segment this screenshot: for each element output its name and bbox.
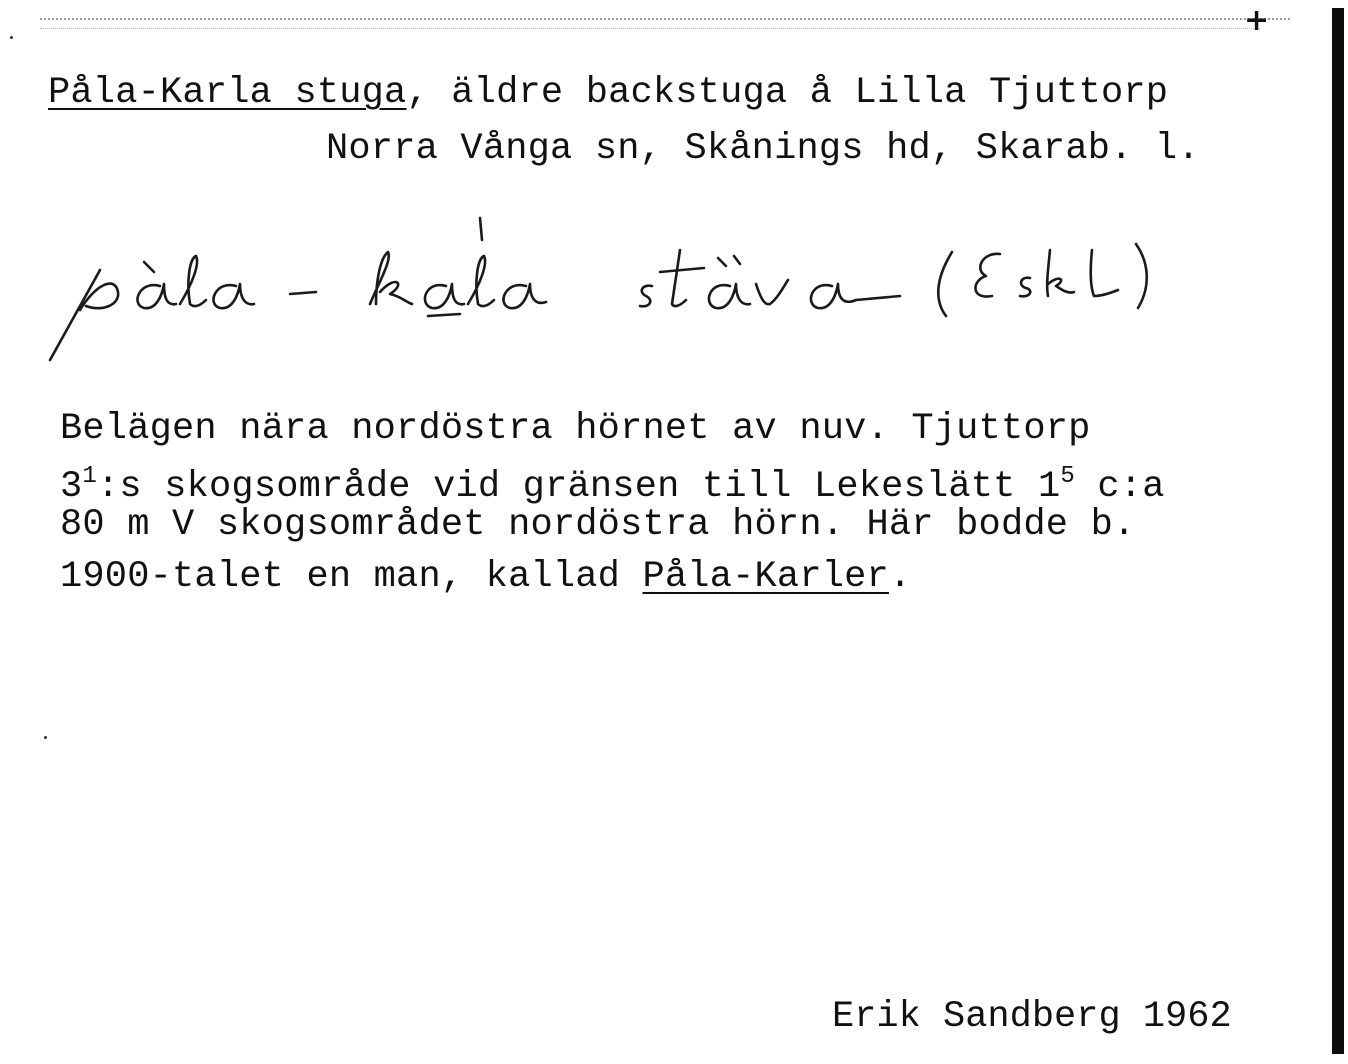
body-line-3: 80 m V skogsområdet nordöstra hörn. Här bodde b. [60, 504, 1136, 546]
body-line-4-prefix: 1900-talet en man, kallad [60, 556, 643, 598]
body-line-2-superscript: 1 [82, 463, 98, 490]
body-line-4-suffix: . [888, 556, 912, 598]
body-line-1: Belägen nära nordöstra hörnet av nuv. Tjuttorp [60, 408, 1091, 450]
place-line: Norra Vånga sn, Skånings hd, Skarab. l. [326, 128, 1200, 170]
plus-mark-icon: + [1244, 3, 1270, 38]
body-line-4 [60, 556, 911, 598]
card-title [48, 72, 1168, 114]
scan-top-rule [40, 18, 1290, 20]
scan-speck [44, 736, 47, 739]
scan-top-rule-faint [40, 28, 1260, 29]
scan-right-edge [1332, 8, 1344, 1054]
title-description: , äldre backstuga å Lilla Tjuttorp [406, 72, 1169, 114]
body-line-2-middle: :s skogsområde vid gränsen till Lekeslätt 1 [97, 466, 1061, 508]
card-signature: Erik Sandberg 1962 [832, 996, 1232, 1038]
body-line-2-superscript-2: 5 [1060, 463, 1075, 490]
body-line-2 [60, 456, 1165, 508]
handwritten-form [40, 200, 1200, 380]
scan-speck [10, 36, 13, 39]
title-name: Påla-Karla stuga [48, 72, 407, 114]
body-line-2-prefix: 3 [60, 466, 83, 508]
body-line-4-name: Påla-Karler [642, 556, 889, 598]
body-line-2-suffix: c:a [1074, 466, 1165, 508]
